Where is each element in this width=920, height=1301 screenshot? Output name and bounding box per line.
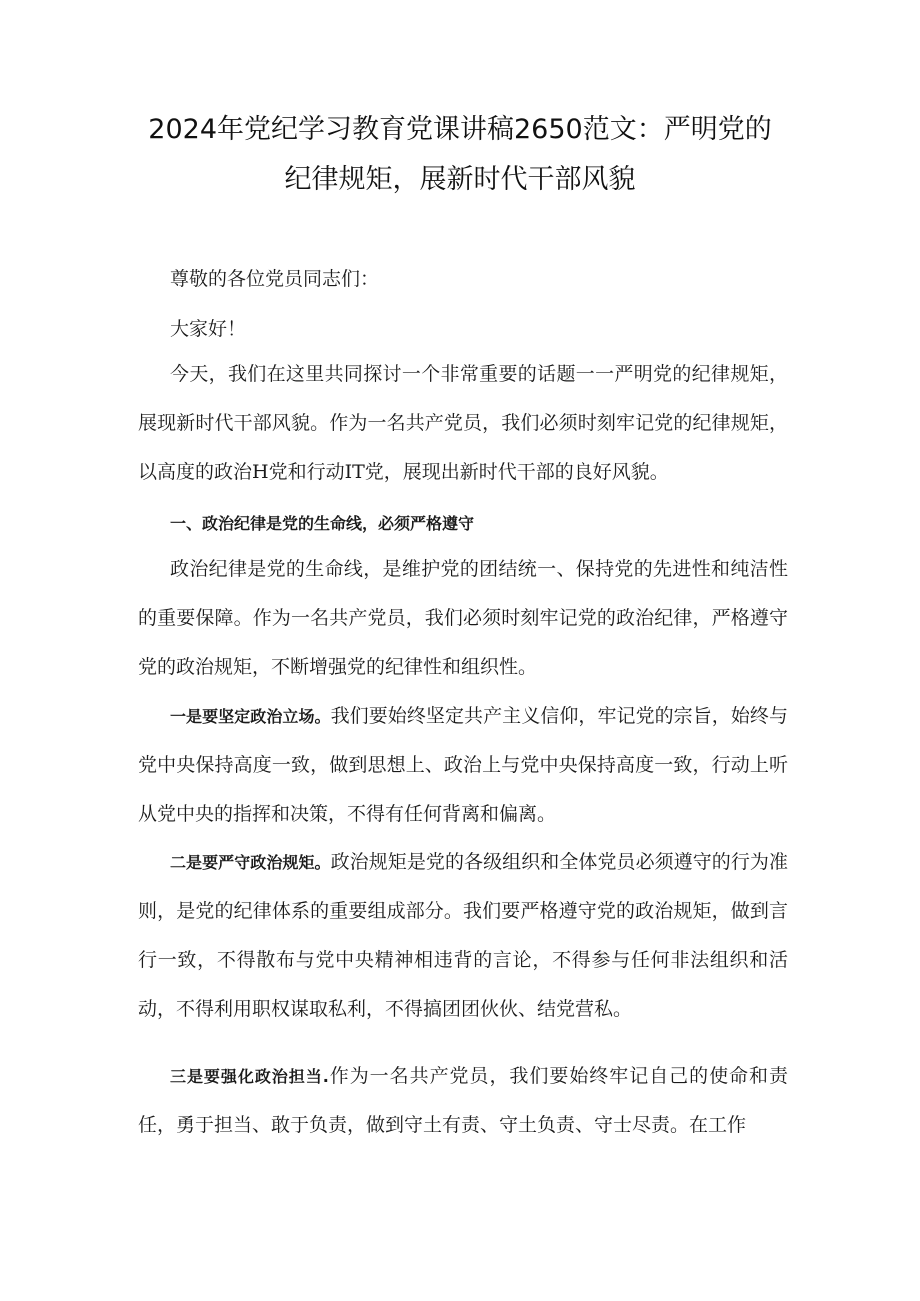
intro-paragraph: 今天，我们在这里共同探讨一个非常重要的话题一一严明党的纪律规矩，展现新时代干部风貌。作为一名共产党员，我们必须时刻牢记党的纪律规矩，以高度的政治H党和行动IT党，展现出新时代干部的良好风貌。 [138,363,788,483]
point-2-body: 政治规矩是党的各级组织和全体党员必须遵守的行为准则，是党的纪律体系的重要组成部分。我们要严格遵守党的政治规矩，做到言行一致，不得散布与党中央精神相违背的言论，不得参与任何非法组织和活动，不得利用职权谋取私利，不得搞团团伙伙、结党营私。 [138,851,788,1020]
document-title-line-2: 纪律规矩，展新时代干部风貌 [284,164,636,195]
point-2-lead: 二是要严守政治规矩。 [170,853,331,872]
point-3-paragraph [138,1052,788,1150]
section-1-heading: 一、政治纪律是党的生命线，必须严格遵守 [170,514,475,533]
document-title-line-1: 2024年党纪学习教育党课讲稿2650范文：严明党的 [148,114,772,145]
point-1-body: 我们要始终坚定共产主义信仰，牢记党的宗旨，始终与党中央保持高度一致，做到思想上、政治上与党中央保持高度一致，行动上听从党中央的指挥和决策，不得有任何背离和偏离。 [138,705,788,825]
point-3-body: 作为一名共产党员，我们要始终牢记自己的使命和责任，勇于担当、敢于负责，做到守土有责、守土负责、守士尽责。在工作 [138,1065,788,1136]
point-1-paragraph [138,692,788,839]
point-2-paragraph [138,838,788,1034]
point-3-lead: 三是要强化政治担当. [170,1067,329,1086]
greeting: 大家好！ [170,318,247,340]
salutation: 尊敬的各位党员同志们： [170,268,380,290]
section-1-paragraph: 政治纪律是党的生命线，是维护党的团结统一、保持党的先进性和纯洁性的重要保障。作为一名共产党员，我们必须时刻牢记党的政治纪律，严格遵守党的政治规矩，不断增强党的纪律性和组织性。 [138,558,788,678]
point-1-lead: 一是要坚定政治立场。 [170,707,331,726]
